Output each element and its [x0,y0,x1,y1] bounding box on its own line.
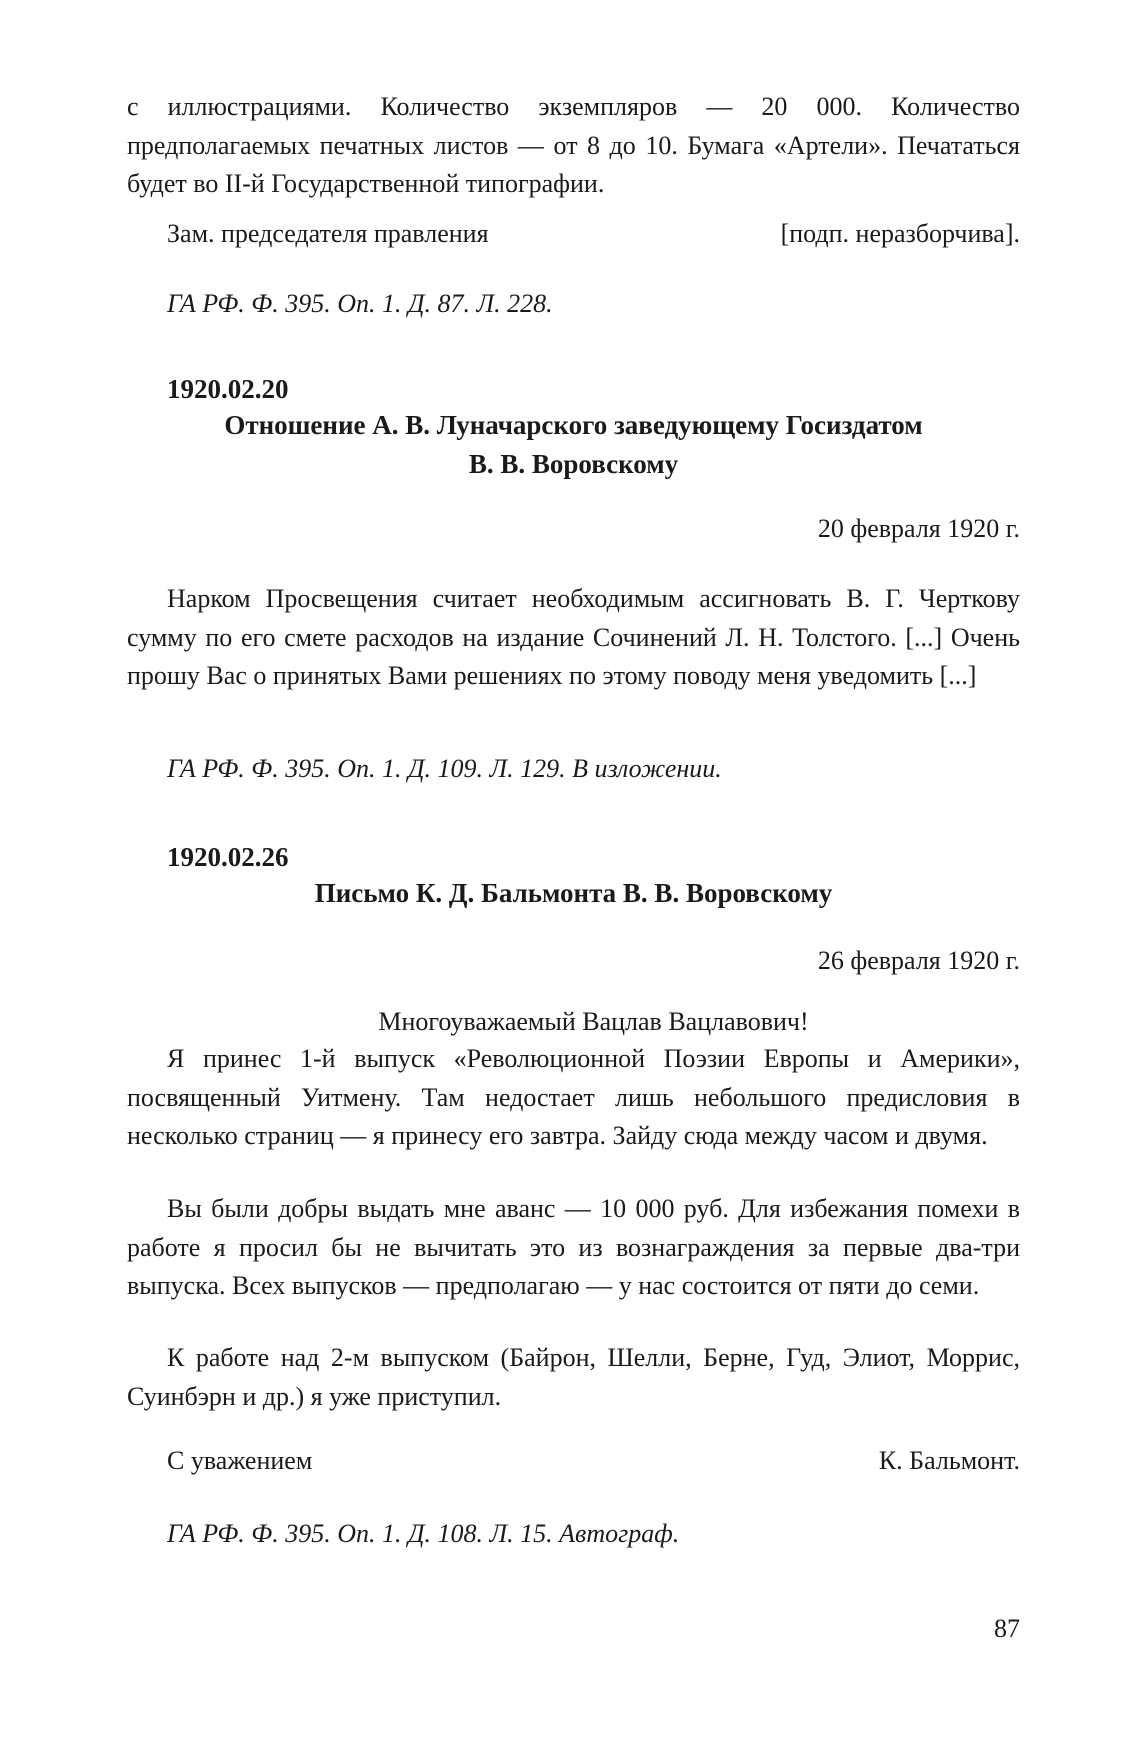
document-date: 20 февраля 1920 г. [817,514,1020,543]
document-date-code: 1920.02.26 [167,842,289,872]
letter-closing: С уважением [167,1446,313,1475]
document-title: Письмо К. Д. Бальмонта В. В. Воровскому [314,878,833,908]
archive-source: ГА РФ. Ф. 395. Оп. 1. Д. 109. Л. 129. В изложении. [167,754,722,783]
document-date: 26 февраля 1920 г. [817,946,1020,975]
signature-note: [подп. неразборчива]. [780,219,1020,248]
letter-signature: К. Бальмонт. [878,1446,1020,1475]
continuation-signature-row [127,215,1020,254]
letter-paragraph: К работе над 2-м выпуском (Байрон, Шелли, Берне, Гуд, Элиот, Моррис, Суинбэрн и др.) я уже приступил. [127,1343,1020,1411]
letter-paragraph: Вы были добры выдать мне аванс — 10 000 руб. Для избежания помехи в работе я просил бы не вычитать это из вознаграждения за первые два-три выпуска. Всех выпусков — предполагаю — у нас состоится от пяти до семи. [127,1194,1020,1300]
archive-source: ГА РФ. Ф. 395. Оп. 1. Д. 108. Л. 15. Автограф. [167,1519,680,1548]
page-number: 87 [994,1614,1020,1643]
continuation-paragraph: с иллюстрациями. Количество экземпляров — 20 000. Количество предполагаемых печатных листов — от 8 до 10. Бумага «Артели». Печататься будет во II-й Государственной типографии. [127,92,1020,198]
document-title [127,406,1020,484]
letter-paragraph: Я принес 1-й выпуск «Революционной Поэзии Европы и Америки», посвященный Уитмену. Там недостает лишь небольшого предисловия в несколько страниц — я принесу его завтра. Зайду сюда между часом и двумя. [127,1044,1020,1150]
signature-role: Зам. председателя правления [167,219,489,248]
document-date-code: 1920.02.20 [167,374,289,404]
archive-source: ГА РФ. Ф. 395. Оп. 1. Д. 87. Л. 228. [167,289,553,318]
document-title-line: В. В. Воровскому [468,449,679,479]
document-body: Нарком Просвещения считает необходимым ассигновать В. Г. Черткову сумму по его смете расходов на издание Сочинений Л. Н. Толстого. [...] Очень прошу Вас о принятых Вами решениях по этому поводу меня уведомить [...] [127,584,1020,690]
letter-closing-row [127,1442,1020,1481]
letter-salutation: Многоуважаемый Вацлав Вацлавович! [378,1007,809,1036]
document-title-line: Отношение А. В. Луначарского заведующему Госиздатом [224,410,923,440]
